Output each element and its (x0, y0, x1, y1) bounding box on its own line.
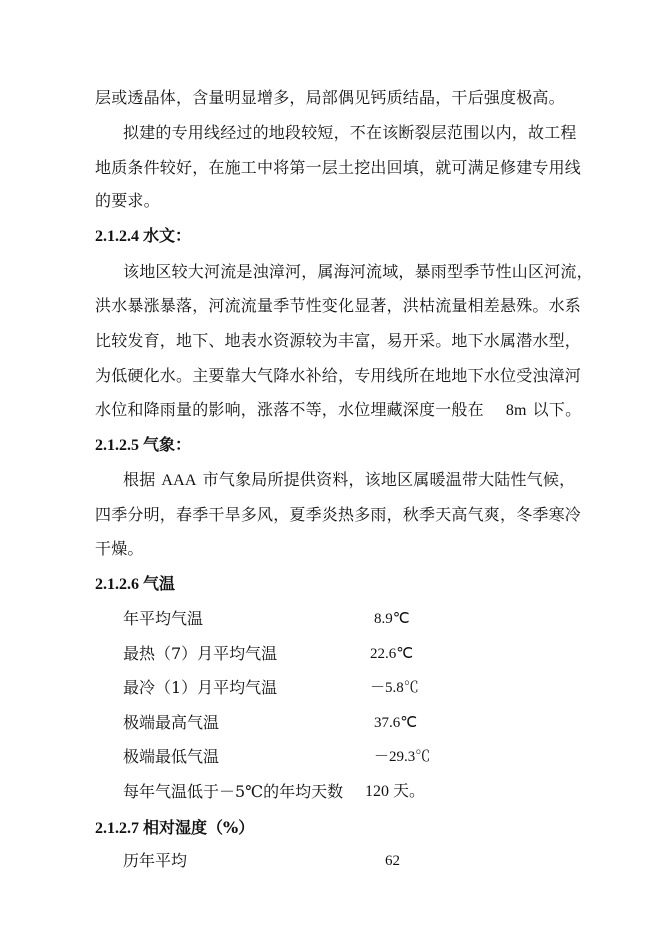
paragraph-line: 地质条件较好，在施工中将第一层土挖出回填，就可满足修建专用线 (95, 158, 582, 177)
paragraph-line: 的要求。 (95, 191, 160, 210)
paragraph-line: 四季分明，春季干旱多风，夏季炎热多雨，秋季天高气爽，冬季寒冷 (95, 505, 582, 524)
humidity-label: 历年平均 (123, 851, 188, 870)
line-text: 根据 (123, 470, 156, 489)
line-text: 以下。 (532, 400, 582, 419)
temperature-value: 8.9℃ (374, 611, 410, 627)
paragraph-line: 比较发育，地下、地表水资源较为丰富，易开采。地下水属潜水型， (95, 331, 582, 350)
section-number: 2.1.2.5 (95, 437, 139, 454)
temperature-label: 极端最低气温 (123, 747, 220, 766)
temperature-value: 120 天。 (365, 783, 426, 800)
paragraph-line: 为低硬化水。主要靠大气降水补给，专用线所在地地下水位受浊漳河 (95, 366, 582, 385)
depth-value: 8m (505, 402, 527, 419)
temperature-value: 22.6℃ (370, 646, 414, 662)
paragraph-line: 拟建的专用线经过的地段较短，不在该断裂层范围以内，故工程 (123, 123, 577, 142)
section-heading-temperature (95, 574, 175, 595)
section-number: 2.1.2.6 (95, 576, 139, 593)
temperature-label: 极端最高气温 (123, 713, 220, 732)
temperature-label: 最冷（1）月平均气温 (123, 678, 278, 697)
temperature-value: －5.8℃ (370, 680, 419, 696)
section-number: 2.1.2.7 (95, 820, 139, 837)
paragraph-line (123, 470, 575, 491)
city-name: AAA (161, 472, 197, 489)
section-heading-hydrology (95, 226, 191, 247)
section-heading-meteorology (95, 435, 191, 456)
section-title: 水文： (143, 226, 192, 245)
paragraph-line: 层或透晶体，含量明显增多，局部偶见钙质结晶，干后强度极高。 (95, 88, 565, 107)
section-title: 气象： (143, 435, 192, 454)
temperature-value: 37.6℃ (374, 715, 418, 731)
temperature-label: 最热（7）月平均气温 (123, 644, 278, 663)
paragraph-line: 洪水暴涨暴落，河流流量季节性变化显著，洪枯流量相差悬殊。水系 (95, 296, 582, 315)
section-number: 2.1.2.4 (95, 228, 139, 245)
paragraph-line: 该地区较大河流是浊漳河，属海河流域，暴雨型季节性山区河流， (123, 262, 593, 281)
line-text: 市气象局所提供资料，该地区属暖温带大陆性气候， (202, 470, 576, 489)
line-text: 水位和降雨量的影响，涨落不等，水位埋藏深度一般在 (95, 400, 484, 419)
section-title: 相对湿度（%） (143, 818, 255, 837)
paragraph-line: 干燥。 (95, 539, 144, 558)
temperature-label: 每年气温低于－5℃的年均天数 (123, 782, 344, 801)
section-heading-humidity (95, 818, 254, 839)
paragraph-line (95, 400, 581, 421)
temperature-label: 年平均气温 (123, 609, 204, 628)
humidity-value: 62 (385, 853, 400, 869)
section-title: 气温 (143, 574, 176, 593)
temperature-value: －29.3℃ (374, 749, 431, 765)
